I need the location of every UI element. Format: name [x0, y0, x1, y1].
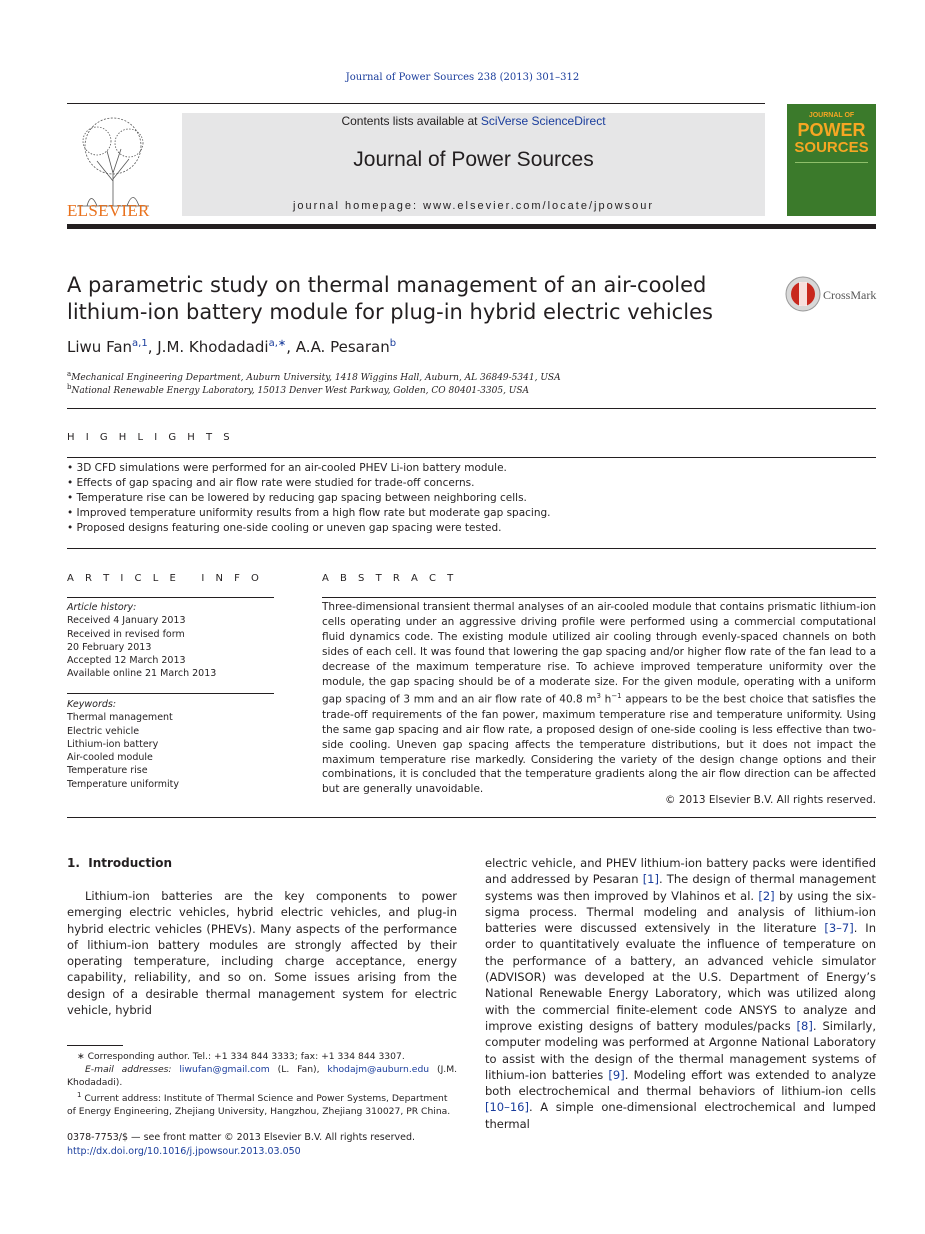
keywords-label: Keywords:: [67, 699, 117, 710]
current-address-footnote: [67, 1089, 457, 1118]
introduction-left-column: Lithium-ion batteries are the key components to power emerging electric vehicles, hybrid electric vehicles, and plug-in hybrid electric vehicles (PHEVs). Many aspects of the performance of lithium-ion battery modules are strongly affected by their operating temperature, including charge acceptance, energy capability, reliability, and so on. Some issues arising from the design of a desirable thermal management system for electric vehicle, hybrid: [67, 889, 457, 1018]
cover-line-3: SOURCES: [794, 139, 869, 156]
divider: [322, 597, 876, 598]
history-item: Received in revised form: [67, 628, 185, 640]
body-text: . The design of thermal management systems was then improved by Vlahinos et al.: [485, 872, 876, 903]
abstract-superscript: −1: [611, 692, 622, 701]
article-history-label: Article history:: [67, 602, 137, 613]
footnote-rule: [67, 1045, 123, 1046]
corresponding-author-footnote: [67, 1050, 457, 1063]
abstract-superscript: 3: [596, 692, 601, 701]
crossmark-icon: [785, 276, 821, 312]
header-top-rule: [67, 103, 765, 104]
title-line-2: lithium-ion battery module for plug-in hybrid electric vehicles: [67, 300, 713, 324]
affiliation-a: [67, 370, 561, 383]
keywords-block: [67, 698, 277, 791]
contents-prefix: Contents lists available at: [341, 114, 481, 128]
citation-link[interactable]: [9]: [608, 1067, 625, 1082]
footnote-mark: 1: [77, 1091, 82, 1099]
journal-reference[interactable]: Journal of Power Sources 238 (2013) 301–312: [345, 72, 580, 83]
doi-link[interactable]: http://dx.doi.org/10.1016/j.jpowsour.2013.03.050: [67, 1146, 301, 1157]
highlight-item: • 3D CFD simulations were performed for an air-cooled PHEV Li-ion battery module.: [67, 462, 507, 474]
abstract-heading: A B S T R A C T: [322, 573, 458, 584]
article-title: [67, 272, 767, 326]
cover-line-2: POWER: [797, 120, 866, 140]
divider: [67, 408, 876, 409]
affiliation-mark: b: [67, 383, 72, 391]
divider: [67, 548, 876, 549]
history-item: Received 4 January 2013: [67, 615, 186, 627]
footnote-text: Corresponding author. Tel.: +1 334 844 3333; fax: +1 334 844 3307.: [87, 1051, 405, 1062]
author-affiliation-mark[interactable]: b: [389, 338, 397, 349]
body-text: by using the six-sigma process. Thermal modeling and analysis of lithium-ion batteries were discussed extensively in the literature: [485, 888, 876, 936]
author-separator: ,: [147, 338, 158, 356]
abstract-text-part1: Three-dimensional transient thermal analyses of an air-cooled module that contains prismatic lithium-ion cells operating under an aggressive driving profile were performed using a commercial computational fluid dynamics code. The existing module utilized air cooling through evenly-spaced channels on both sides of each cell. It was found that lowering the gap spacing and/or higher flow rate of the fan lead to a decrease of the maximum temperature rise. To achieve improved temperature uniformity over the module, the gap spacing should be of a moderate size. For the given module, operating with a uniform gap spacing of 3 mm and an air flow rate of 40.8 m: [322, 601, 876, 706]
journal-cover-thumbnail[interactable]: [787, 104, 876, 216]
history-item: Accepted 12 March 2013: [67, 655, 186, 667]
affiliation-text: Mechanical Engineering Department, Auburn University, 1418 Wiggins Hall, Auburn, AL 36849-5341, USA: [71, 373, 561, 383]
body-text: . A simple one-dimensional electrochemical and lumped thermal: [485, 1100, 876, 1131]
article-info-heading: A R T I C L E I N F O: [67, 573, 263, 584]
body-text: . Modeling effort was extended to analyze both electrochemical and thermal behaviors of lithium-ion cells: [485, 1067, 876, 1099]
abstract-copyright: © 2013 Elsevier B.V. All rights reserved.: [665, 794, 876, 806]
highlight-item: • Improved temperature uniformity results from a high flow rate but moderate gap spacing.: [67, 507, 551, 519]
author-name[interactable]: A.A. Pesaran: [295, 338, 390, 356]
highlight-item: • Effects of gap spacing and air flow rate were studied for trade-off concerns.: [67, 477, 475, 489]
contents-availability: [182, 114, 765, 128]
body-text: electric vehicle, and PHEV lithium-ion battery packs were identified and addressed by Pesaran: [485, 856, 876, 887]
abstract-body: [322, 600, 876, 797]
introduction-right-column: [485, 855, 876, 1132]
divider: [67, 597, 274, 598]
affiliation-mark: a: [67, 370, 72, 378]
title-line-1: A parametric study on thermal management of an air-cooled: [67, 273, 707, 297]
history-item: 20 February 2013: [67, 641, 152, 653]
citation-link[interactable]: [3–7]: [824, 921, 854, 936]
journal-homepage[interactable]: journal homepage: www.elsevier.com/locate/jpowsour: [292, 200, 655, 212]
history-item: Available online 21 March 2013: [67, 668, 217, 680]
keyword: Air-cooled module: [67, 752, 153, 764]
body-text: . Similarly, computer modeling was performed at Argonne National Laboratory to assist with the design of the thermal management systems of lithium-ion batteries: [485, 1018, 876, 1082]
author-list: [67, 338, 396, 356]
cover-line-1: JOURNAL OF: [808, 112, 855, 119]
header-thick-rule: [67, 224, 876, 229]
article-history: [67, 601, 277, 681]
keyword: Thermal management: [67, 712, 173, 724]
author-affiliation-mark[interactable]: a,∗: [268, 338, 287, 349]
highlight-item: • Temperature rise can be lowered by reducing gap spacing between neighboring cells.: [67, 492, 527, 504]
highlight-item: • Proposed designs featuring one-side cooling or uneven gap spacing were tested.: [67, 522, 502, 534]
body-text: . In order to quantitatively evaluate the influence of temperature on the performance of a battery, an advanced vehicle simulator (ADVISOR) was developed at the U.S. Department of Energy’s National Renewable Energy Laboratory, which was utilized along with the commercial finite-element code ANSYS to analyze and improve existing designs of battery modules/packs: [485, 921, 876, 1033]
footnote-text: Current address: Institute of Thermal Science and Power Systems, Department of Energy Engineering, Zhejiang University, Hangzhou, Zhejiang 310027, PR China.: [67, 1093, 451, 1118]
author-separator: ,: [286, 338, 296, 356]
journal-title: Journal of Power Sources: [353, 148, 594, 171]
citation-link[interactable]: [10–16]: [485, 1100, 529, 1115]
citation-link[interactable]: [8]: [796, 1018, 813, 1033]
keyword: Temperature uniformity: [67, 778, 180, 790]
author-name[interactable]: Liwu Fan: [67, 338, 133, 356]
citation-link[interactable]: [1]: [642, 872, 659, 887]
affiliation-b: [67, 383, 529, 396]
elsevier-wordmark: ELSEVIER: [67, 201, 150, 220]
abstract-text-part2: appears to be the best choice that satisfies the trade-off requirements of the fan power, maximum temperature rise and temperature uniformity. Using the same gap spacing and air flow rate, a proposed design of one-side cooling is less effective than two-side cooling. Uneven gap spacing affects the temperature distributions, but it does not impact the maximum temperature rise markedly. Considering the variety of the design change options and their combinations, it is concluded that the temperature gradients along the air flow direction can be affected but are generally unavoidable.: [322, 693, 877, 796]
divider: [67, 817, 876, 818]
issn-line: 0378-7753/$ — see front matter © 2013 Elsevier B.V. All rights reserved.: [67, 1132, 416, 1143]
cover-decoration: [795, 162, 868, 193]
introduction-heading: 1. Introduction: [67, 856, 173, 870]
sciencedirect-link[interactable]: SciVerse ScienceDirect: [480, 114, 606, 128]
crossmark-label: CrossMark: [823, 288, 877, 302]
abstract-text-unit: h: [601, 693, 612, 706]
highlights-heading: H I G H L I G H T S: [67, 432, 234, 443]
divider: [67, 693, 274, 694]
affiliation-text: National Renewable Energy Laboratory, 15013 Denver West Parkway, Golden, CO 80401-3305, USA: [71, 386, 530, 396]
email-owner: (L. Fan),: [277, 1064, 320, 1075]
author-name[interactable]: J.M. Khodadadi: [157, 338, 269, 356]
email-footnote: [67, 1063, 457, 1089]
email-link[interactable]: khodajm@auburn.edu: [327, 1064, 430, 1075]
footnote-mark: ∗: [77, 1051, 85, 1062]
keyword: Electric vehicle: [67, 725, 140, 737]
email-link[interactable]: liwufan@gmail.com: [179, 1064, 270, 1075]
email-owner: (J.M. Khodadadi).: [67, 1064, 458, 1088]
divider: [67, 457, 876, 458]
keyword: Lithium-ion battery: [67, 738, 159, 750]
email-label: E-mail addresses:: [85, 1064, 172, 1075]
author-affiliation-mark[interactable]: a,1: [132, 338, 148, 349]
citation-link[interactable]: [2]: [758, 888, 775, 903]
keyword: Temperature rise: [67, 765, 148, 777]
